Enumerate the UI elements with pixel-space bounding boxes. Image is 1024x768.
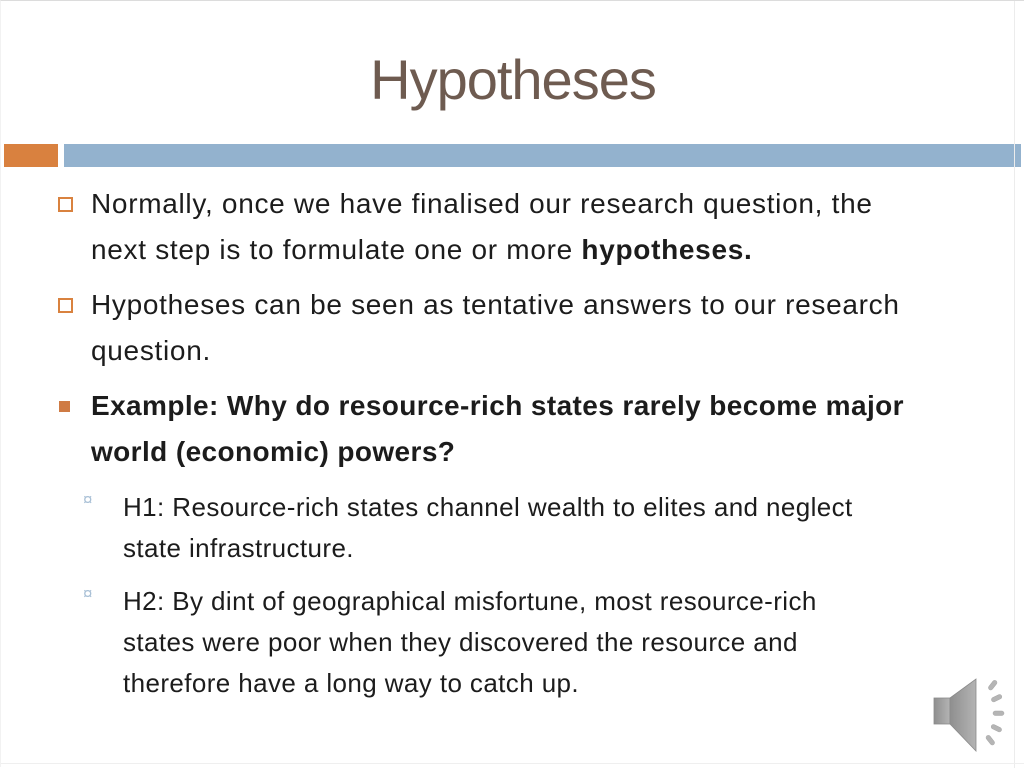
sub-bullet-text-line: states were poor when they discovered the resource and <box>123 627 798 657</box>
bullet-text-line <box>91 227 1018 273</box>
slide-right-edge <box>1014 1 1015 768</box>
bullet-text-line: Normally, once we have finalised our research question, the <box>91 188 873 219</box>
bullet-item-1 <box>58 181 1018 273</box>
open-square-bullet-icon <box>58 197 73 212</box>
slide-body <box>58 181 1018 716</box>
speaker-icon[interactable] <box>929 675 1009 755</box>
currency-bullet-icon: ¤ <box>83 584 93 603</box>
sub-bullet-item-h2 <box>83 581 1018 704</box>
sub-bullet-group <box>83 487 1018 704</box>
currency-bullet-icon: ¤ <box>83 490 93 509</box>
bullet-item-2 <box>58 282 1018 374</box>
sub-bullet-text-line: therefore have a long way to catch up. <box>123 668 580 698</box>
bullet-text-line: question. <box>91 335 211 366</box>
bullet-text-line: world (economic) powers? <box>91 436 456 467</box>
bullet-text-segment: next step is to formulate one or more <box>91 234 582 265</box>
open-square-bullet-icon <box>58 298 73 313</box>
slide-bottom-edge <box>1 763 1024 764</box>
bullet-text-line: Example: Why do resource-rich states rarely become major <box>91 390 904 421</box>
divider-blue-bar <box>64 144 1021 167</box>
sub-bullet-text-line: state infrastructure. <box>123 533 354 563</box>
sub-bullet-text-line: H2: By dint of geographical misfortune, most resource-rich <box>123 586 817 616</box>
bullet-text-line: Hypotheses can be seen as tentative answers to our research <box>91 289 900 320</box>
sub-bullet-text-line: H1: Resource-rich states channel wealth to elites and neglect <box>123 492 853 522</box>
sub-bullet-item-h1 <box>83 487 1018 569</box>
bullet-text-bold-segment: hypotheses. <box>581 234 753 265</box>
divider-orange-block <box>4 144 58 167</box>
title-divider <box>1 144 1024 167</box>
solid-square-bullet-icon <box>59 401 70 412</box>
bullet-item-3 <box>58 383 1018 475</box>
slide-title: Hypotheses <box>370 48 656 111</box>
